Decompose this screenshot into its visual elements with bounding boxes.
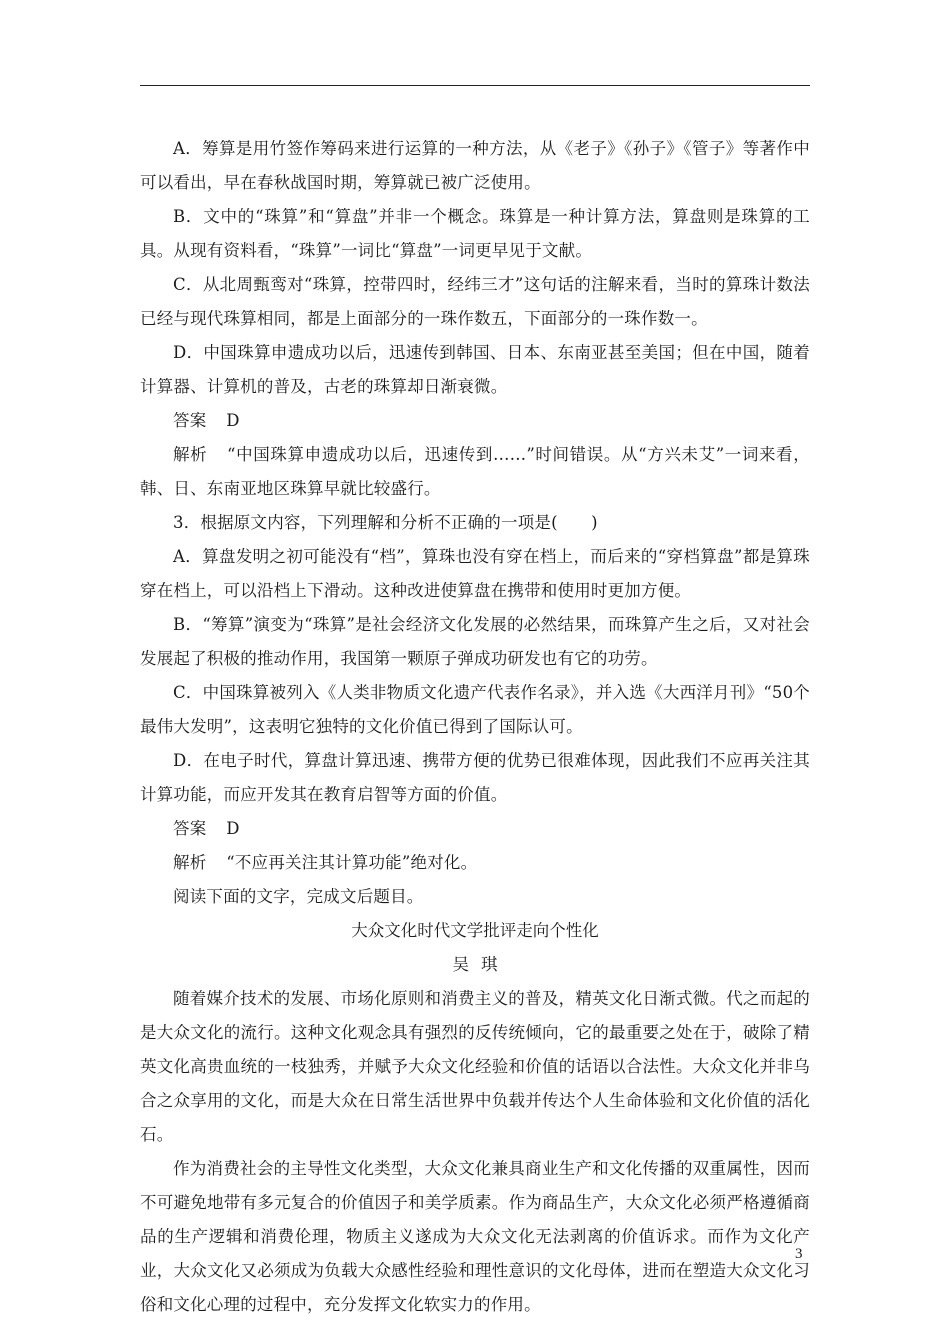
answer-value: D — [226, 411, 240, 430]
answer-value: D — [226, 819, 240, 838]
q3-option-a: A．算盘发明之初可能没有“档”，算珠也没有穿在档上，而后来的“穿档算盘”都是算珠穿在档上，可以沿档上下滑动。这种改进使算盘在携带和使用时更加方便。 — [140, 547, 810, 600]
q2-option-b: B．文中的“珠算”和“算盘”并非一个概念。珠算是一种计算方法，算盘则是珠算的工具。从现有资料看，“珠算”一词比“算盘”一词更早见于文献。 — [140, 207, 810, 260]
q2-option-c: C．从北周甄鸾对“珠算，控带四时，经纬三才”这句话的注解来看，当时的算珠计数法已经与现代珠算相同，都是上面部分的一珠作数五，下面部分的一珠作数一。 — [140, 275, 810, 328]
q3-option-d: D．在电子时代，算盘计算迅速、携带方便的优势已很难体现，因此我们不应再关注其计算功能，而应开发其在教育启智等方面的价值。 — [140, 751, 810, 804]
article-paragraph-2: 作为消费社会的主导性文化类型，大众文化兼具商业生产和文化传播的双重属性，因而不可避免地带有多元复合的价值因子和美学质素。作为商品生产，大众文化必须严格遵循商品的生产逻辑和消费伦理，物质主义遂成为大众文化无法剥离的价值诉求。而作为文化产业，大众文化又必须成为负载大众感性经验和理性意识的文化母体，进而在塑造大众文化习俗和文化心理的过程中，充分发挥文化软实力的作用。 — [140, 1159, 810, 1314]
question-3: 3．根据原文内容，下列理解和分析不正确的一项是( ) — [173, 513, 598, 532]
explanation-text: “不应再关注其计算功能”绝对化。 — [226, 853, 478, 872]
q3-explanation — [140, 846, 810, 880]
article-title: 大众文化时代文学批评走向个性化 — [351, 921, 599, 940]
explanation-text: “中国珠算申遗成功以后，迅速传到……”时间错误。从“方兴未艾”一词来看，韩、日、东南亚地区珠算早就比较盛行。 — [140, 445, 810, 498]
explanation-label: 解析 — [173, 853, 207, 872]
header-rule — [140, 85, 810, 86]
q3-option-b: B．“筹算”演变为“珠算”是社会经济文化发展的必然结果，而珠算产生之后，又对社会发展起了积极的推动作用，我国第一颗原子弹成功研发也有它的功劳。 — [140, 615, 810, 668]
answer-label: 答案 — [173, 819, 207, 838]
q2-explanation — [140, 438, 810, 506]
explanation-label: 解析 — [173, 445, 208, 464]
q3-answer — [140, 812, 810, 846]
reading-instruction: 阅读下面的文字，完成文后题目。 — [173, 887, 424, 906]
page-content — [140, 132, 810, 1322]
article-paragraph-1: 随着媒介技术的发展、市场化原则和消费主义的普及，精英文化日渐式微。代之而起的是大众文化的流行。这种文化观念具有强烈的反传统倾向，它的最重要之处在于，破除了精英文化高贵血统的一枝独秀，并赋予大众文化经验和价值的话语以合法性。大众文化并非乌合之众享用的文化，而是大众在日常生活世界中负载并传达个人生命体验和文化价值的活化石。 — [140, 989, 810, 1144]
q2-answer — [140, 404, 810, 438]
q3-option-c: C．中国珠算被列入《人类非物质文化遗产代表作名录》，并入选《大西洋月刊》“50个最伟大发明”，这表明它独特的文化价值已得到了国际认可。 — [140, 683, 810, 736]
article-author: 吴琪 — [452, 955, 510, 974]
q2-option-d: D．中国珠算申遗成功以后，迅速传到韩国、日本、东南亚甚至美国；但在中国，随着计算器、计算机的普及，古老的珠算却日渐衰微。 — [140, 343, 810, 396]
answer-label: 答案 — [173, 411, 207, 430]
page-number: 3 — [795, 1246, 803, 1262]
q2-option-a: A．筹算是用竹签作筹码来进行运算的一种方法，从《老子》《孙子》《管子》等著作中可以看出，早在春秋战国时期，筹算就已被广泛使用。 — [140, 139, 810, 192]
